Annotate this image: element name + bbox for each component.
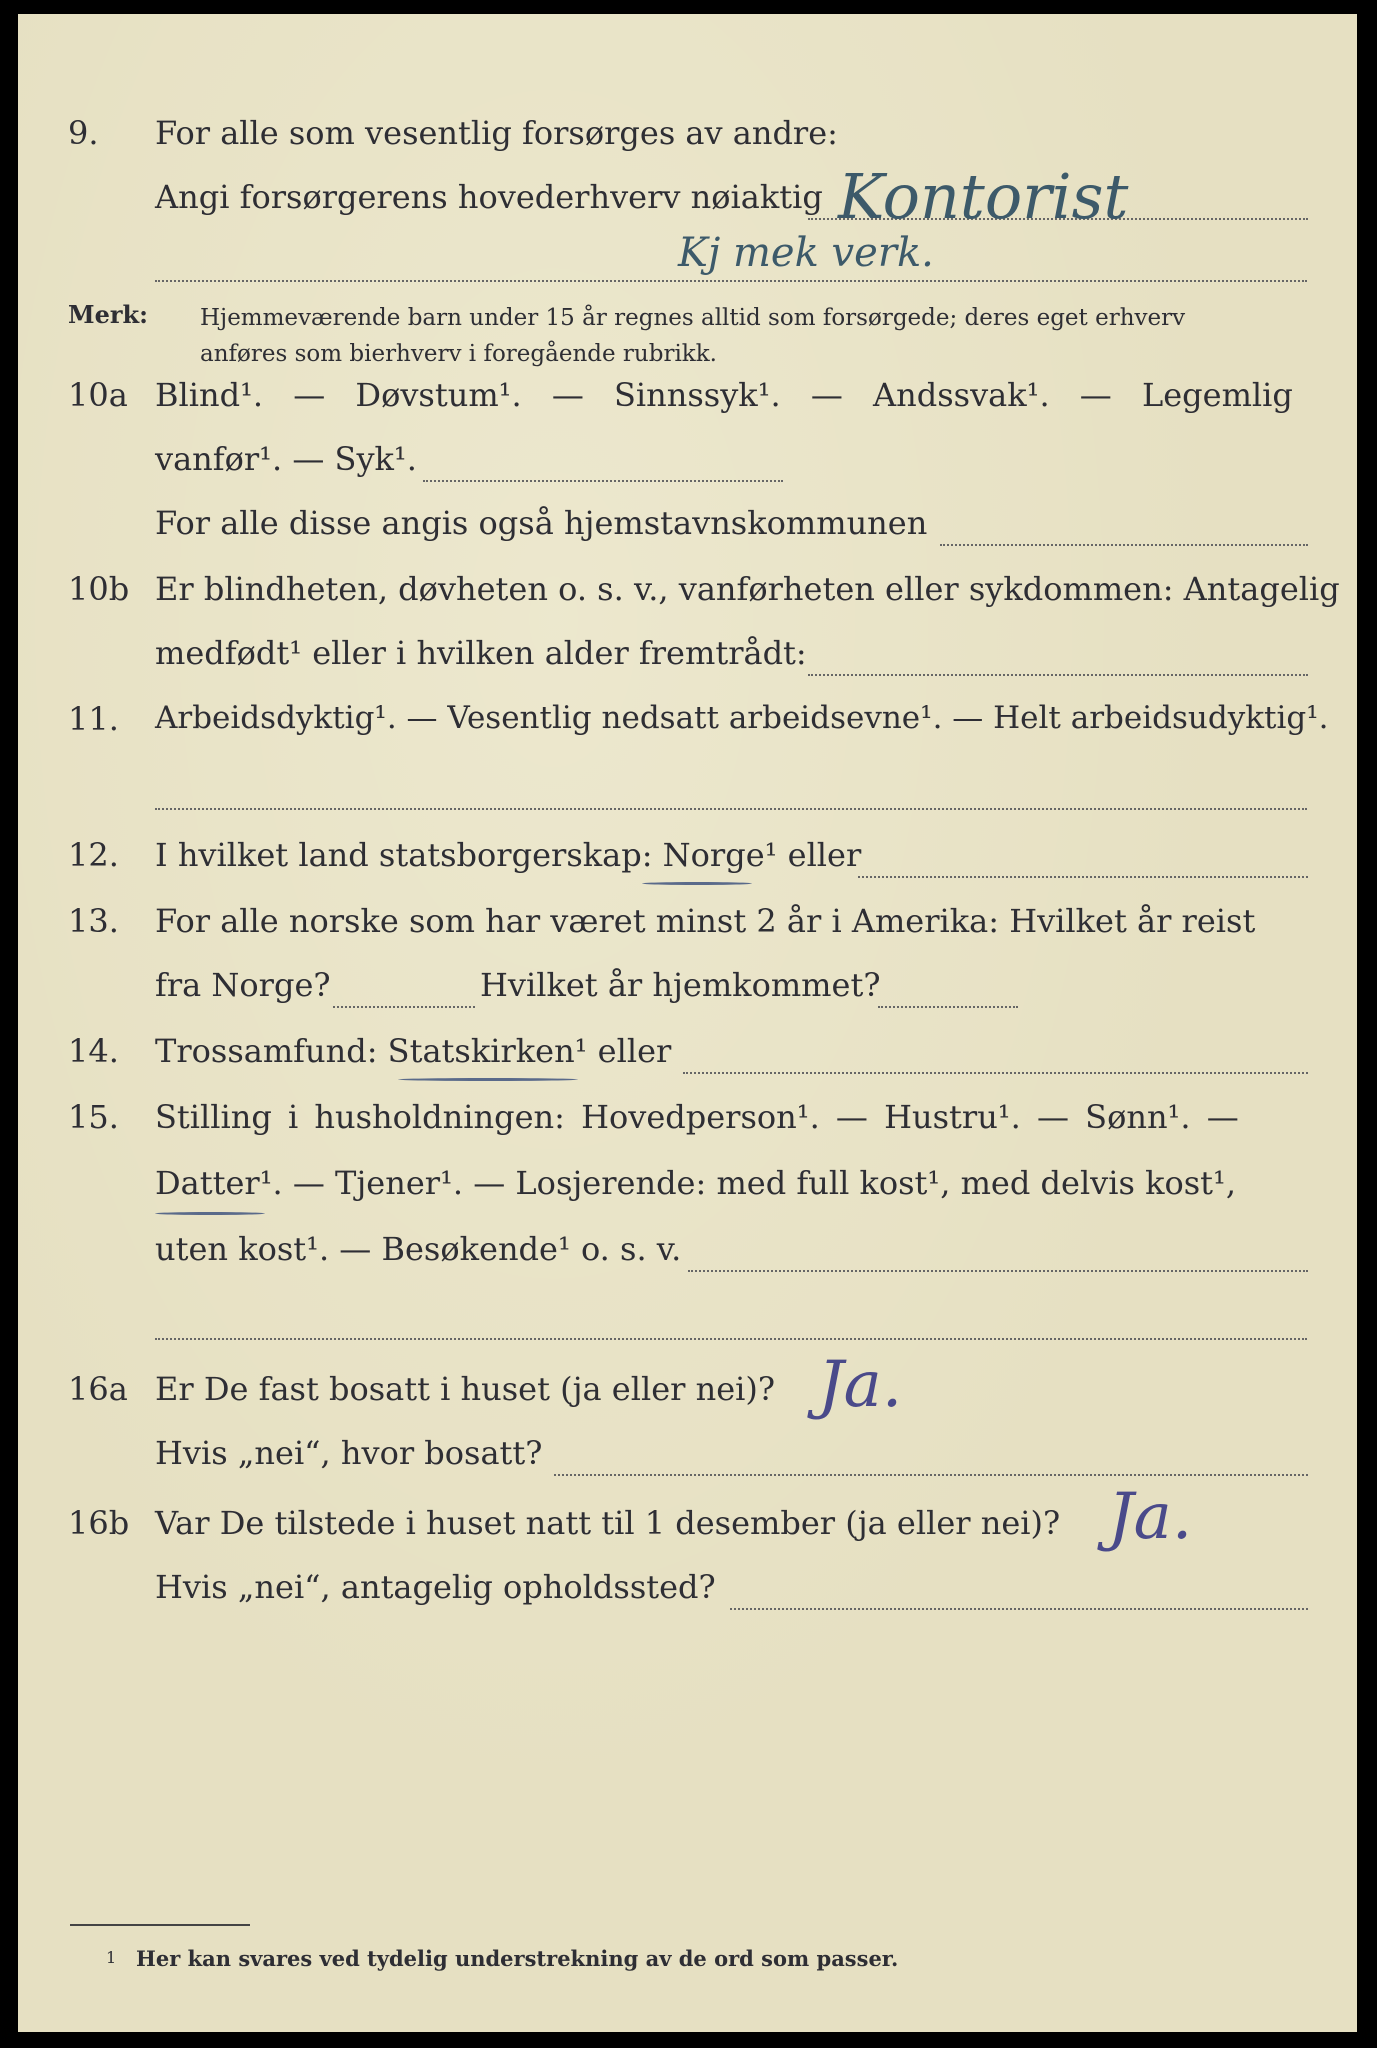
question-10b-line2 <box>18 634 1357 678</box>
underline-datter <box>155 1212 265 1215</box>
answer-line <box>554 1474 1308 1476</box>
question-text: For alle norske som har været minst 2 år i Amerika: Hvilket år reist <box>155 902 1256 940</box>
answer-line <box>155 280 1307 282</box>
question-text: Blind¹. — Døvstum¹. — Sinnssyk¹. — Andssvak¹. — Legemlig <box>155 376 1293 414</box>
question-16a-line2 <box>18 1434 1357 1478</box>
question-9-line3 <box>18 230 1357 282</box>
question-number: 12. <box>68 836 119 874</box>
question-13-line2 <box>18 966 1357 1010</box>
footnote-rule <box>70 1924 250 1926</box>
question-number: 10a <box>68 376 128 414</box>
answer-line <box>808 674 1308 676</box>
question-text: Datter¹. — Tjener¹. — Losjerende: med full kost¹, med delvis kost¹, <box>155 1164 1237 1202</box>
answer-line <box>423 480 783 482</box>
question-16b-line2 <box>18 1568 1357 1612</box>
question-15-line2 <box>18 1164 1357 1208</box>
question-text: Arbeidsdyktig¹. — Vesentlig nedsatt arbeidsevne¹. — Helt arbeidsudyktig¹. <box>155 700 1329 736</box>
question-text: Hvis „nei“, antagelig opholdssted? <box>155 1568 716 1606</box>
question-text: Angi forsørgerens hovederhverv nøiaktig <box>155 178 823 216</box>
handwritten-note: Kj mek verk. <box>678 230 934 276</box>
question-text: fra Norge? <box>155 966 331 1004</box>
question-15-line4 <box>18 1296 1357 1340</box>
question-text: Var De tilstede i huset natt til 1 desember (ja eller nei)? <box>155 1504 1061 1542</box>
question-text: Trossamfund: Statskirken¹ eller <box>155 1032 672 1070</box>
answer-line <box>333 1006 475 1008</box>
question-11 <box>18 700 1357 744</box>
footnote-text: Her kan svares ved tydelig understrekning av de ord som passer. <box>136 1946 899 1971</box>
answer-line <box>688 1270 1308 1272</box>
answer-line <box>683 1072 1308 1074</box>
answer-line <box>155 808 1307 810</box>
handwritten-answer: Ja. <box>818 1348 903 1422</box>
question-number: 16a <box>68 1370 128 1408</box>
question-14 <box>18 1032 1357 1076</box>
question-number: 16b <box>68 1504 130 1542</box>
answer-line <box>878 1006 1018 1008</box>
question-15 <box>18 1098 1357 1142</box>
question-text: Hvilket år hjemkommet? <box>480 966 881 1004</box>
answer-line <box>730 1608 1308 1610</box>
question-number: 11. <box>68 700 119 738</box>
answer-line <box>155 1338 1307 1340</box>
question-9-line2 <box>18 160 1357 233</box>
question-16a <box>18 1348 1357 1422</box>
merk-label: Merk: <box>68 300 148 329</box>
handwritten-answer: Ja. <box>1108 1480 1193 1554</box>
answer-line <box>858 876 1308 878</box>
question-text: vanfør¹. — Syk¹. <box>155 440 417 478</box>
question-text: For alle disse angis også hjemstavnskommunen <box>155 504 928 542</box>
question-text: For alle som vesentlig forsørges av andre: <box>155 114 838 152</box>
question-10b <box>18 570 1357 614</box>
question-number: 10b <box>68 570 130 608</box>
answer-line <box>940 544 1308 546</box>
question-13 <box>18 902 1357 946</box>
question-10a-line3 <box>18 504 1357 548</box>
question-number: 13. <box>68 902 119 940</box>
question-10a-line2 <box>18 440 1357 484</box>
question-number: 14. <box>68 1032 119 1070</box>
question-number: 9. <box>68 114 99 152</box>
question-text: I hvilket land statsborgerskap: Norge¹ eller <box>155 836 862 874</box>
merk-text: Hjemmeværende barn under 15 år regnes alltid som forsørgede; deres eget erhverv anføres som bierhverv i foregående rubrikk. <box>200 305 1186 367</box>
question-9 <box>18 114 1357 158</box>
question-text: Hvis „nei“, hvor bosatt? <box>155 1434 543 1472</box>
question-number: 15. <box>68 1098 119 1136</box>
question-12 <box>18 836 1357 880</box>
underline-statskirken <box>398 1078 578 1081</box>
question-text: Er blindheten, døvheten o. s. v., vanførheten eller sykdommen: Antagelig <box>155 570 1340 608</box>
question-10a <box>18 376 1357 420</box>
question-text: medfødt¹ eller i hvilken alder fremtrådt: <box>155 634 807 672</box>
census-form-page <box>18 14 1357 2032</box>
question-text: uten kost¹. — Besøkende¹ o. s. v. <box>155 1230 682 1268</box>
merk-note <box>18 300 1357 380</box>
question-16b <box>18 1480 1357 1554</box>
question-15-line3 <box>18 1230 1357 1274</box>
question-text: Stilling i husholdningen: Hovedperson¹. — Hustru¹. — Sønn¹. — <box>155 1098 1239 1136</box>
question-11-line2 <box>18 766 1357 810</box>
handwritten-answer: Kontorist <box>838 160 1129 233</box>
question-text: Er De fast bosatt i huset (ja eller nei)? <box>155 1370 776 1408</box>
underline-norge <box>642 882 752 885</box>
footnote-marker: 1 <box>106 1948 117 1967</box>
